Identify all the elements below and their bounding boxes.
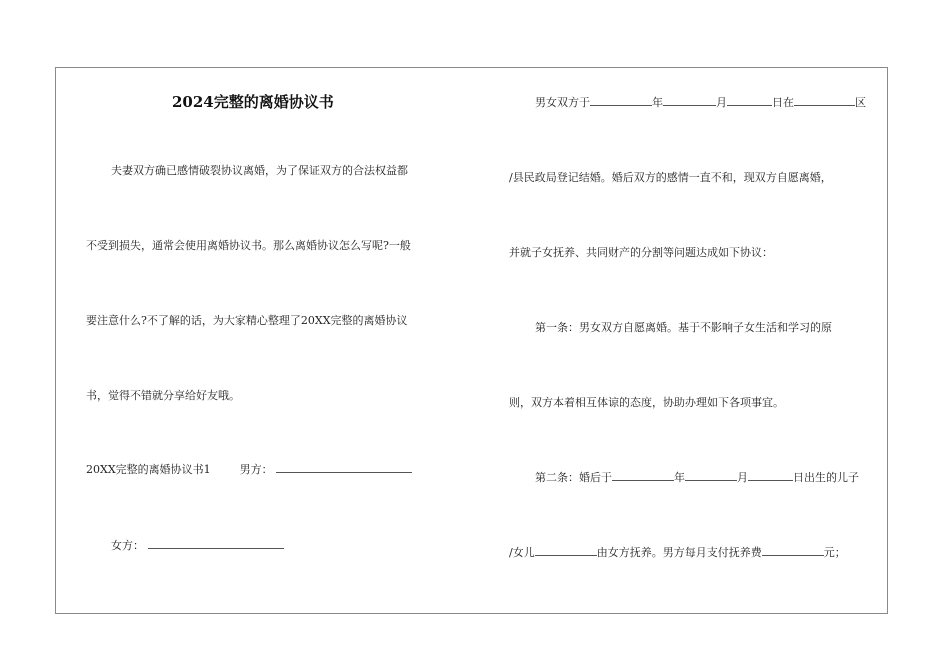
child-month-blank — [685, 471, 737, 481]
left-paragraph-line-3: 要注意什么?不了解的话，为大家精心整理了20XX完整的离婚协议 — [86, 314, 408, 327]
year-label: 年 — [652, 96, 663, 109]
male-label: 男方： — [239, 463, 273, 476]
child-day-label: 日出生的儿子 — [793, 471, 859, 484]
female-label: 女方： — [111, 539, 144, 552]
marriage-date-prefix: 男女双方于 — [535, 96, 590, 109]
right-line-7 — [509, 544, 846, 560]
article-two-prefix: 第二条：婚后于 — [535, 471, 612, 484]
daughter-prefix: /女儿 — [509, 546, 535, 559]
agreement-heading: 20XX完整的离婚协议书1 — [86, 463, 211, 476]
female-name-blank — [148, 539, 284, 549]
day-label: 日在 — [772, 96, 794, 109]
month-blank — [663, 96, 716, 106]
left-paragraph-line-2: 不受到损失，通常会使用离婚协议书。那么离婚协议怎么写呢?一般 — [86, 239, 411, 252]
left-paragraph-line-1: 夫妻双方确已感情破裂协议离婚，为了保证双方的合法权益都 — [111, 164, 408, 177]
yuan-label: 元； — [823, 546, 846, 559]
male-name-blank — [276, 463, 412, 473]
agreement-heading-row — [86, 461, 412, 477]
right-line-5: 则，双方本着相互体谅的态度，协助办理如下各项事宜。 — [509, 396, 784, 409]
custody-text: 由女方抚养。男方每月支付抚养费 — [596, 546, 762, 559]
child-year-blank — [612, 471, 674, 481]
year-blank — [590, 96, 652, 106]
right-line-4: 第一条：男女双方自愿离婚。基于不影响子女生活和学习的原 — [535, 321, 832, 334]
right-line-3: 并就子女抚养、共同财产的分割等问题达成如下协议： — [509, 246, 773, 259]
child-month-label: 月 — [737, 471, 748, 484]
district-label: 区 — [855, 96, 866, 109]
child-year-label: 年 — [674, 471, 685, 484]
month-label: 月 — [716, 96, 727, 109]
district-blank — [794, 96, 855, 106]
child-day-blank — [748, 471, 793, 481]
female-row — [111, 537, 284, 553]
left-paragraph-line-4: 书，觉得不错就分享给好友哦。 — [86, 389, 240, 402]
day-blank — [727, 96, 772, 106]
right-line-2: /县民政局登记结婚。婚后双方的感情一直不和，现双方自愿离婚， — [509, 171, 832, 184]
right-line-1 — [535, 94, 866, 110]
support-amount-blank — [762, 546, 824, 556]
right-line-6 — [535, 469, 859, 485]
page-border — [55, 67, 888, 614]
child-name-blank — [535, 546, 597, 556]
document-title: 2024完整的离婚协议书 — [172, 93, 334, 111]
